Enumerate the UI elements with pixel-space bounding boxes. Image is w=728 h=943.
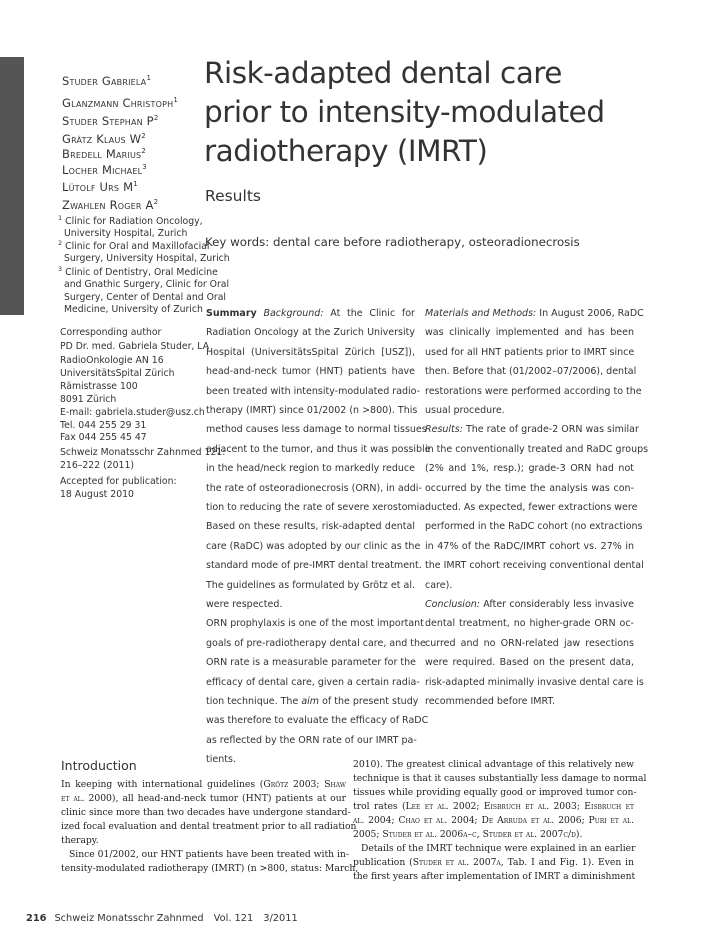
- journal-issue: 3/2011: [263, 913, 298, 924]
- contact-line: Tel. 044 255 29 31: [60, 420, 147, 431]
- author-name: Locher Michael$^3$: [62, 162, 147, 177]
- journal-name: Schweiz Monatsschr Zahnmed: [54, 913, 204, 924]
- body-line: et al. 2000), all head-and-neck tumor (HNT) patients at our: [61, 793, 347, 804]
- summary-line: was clinically implemented and has been: [425, 327, 634, 338]
- contact-email: E-mail: gabriela.studer@usz.ch: [60, 407, 205, 418]
- summary-line: restorations were performed according to the: [425, 386, 642, 397]
- summary-line: therapy (IMRT) since 01/2002 (n >800). This: [206, 405, 418, 416]
- summary-line: Results: The rate of grade-2 ORN was similar: [425, 424, 639, 435]
- summary-line: then. Before that (01/2002–07/2006), dental: [425, 366, 637, 377]
- author-name: Grätz Klaus $W^2$: [62, 131, 146, 146]
- body-line: therapy.: [61, 835, 99, 846]
- summary-line: Hospital (UniversitätsSpital Zürich [USZ]),: [206, 347, 415, 358]
- article-subtitle: Results: [205, 187, 261, 205]
- summary-line: ducted. As expected, fewer extractions were: [425, 502, 638, 513]
- summary-line: risk-adapted minimally invasive dental care is: [425, 677, 644, 688]
- summary-line: The guidelines as formulated by Grötz et al.: [206, 580, 415, 591]
- summary-line: curred and no ORN-related jaw resections: [425, 638, 634, 649]
- summary-line: Based on these results, risk-adapted dental: [206, 521, 415, 532]
- article-title: Risk-adapted dental care prior to intensity-modulated radiotherapy (IMRT): [204, 56, 605, 168]
- summary-line: (2% and 1%, resp.); grade-3 ORN had not: [425, 463, 634, 474]
- body-line: tensity-modulated radiotherapy (IMRT) (n >800, status: March,: [61, 863, 359, 874]
- affiliation: $^1$ Clinic for Radiation Oncology, University Hospital, Zurich: [58, 214, 203, 240]
- body-line: trol rates (Lee et al. 2002; Eisbruch et al. 2003; Eisbruch et: [353, 801, 634, 812]
- body-line: ized focal evaluation and dental treatment prior to all radiation: [61, 821, 357, 832]
- summary-line: standard mode of pre-IMRT dental treatment.: [206, 560, 422, 571]
- body-line: the first years after implementation of IMRT a diminishment: [353, 871, 636, 882]
- body-line: Since 01/2002, our HNT patients have been treated with in-: [69, 849, 349, 860]
- author-name: Glanzmann Christoph$^1$: [62, 95, 179, 110]
- author-name: Studer Gabriela$^1$: [62, 73, 152, 88]
- corresponding-heading: Corresponding author: [60, 327, 162, 338]
- summary-line: care).: [425, 580, 453, 591]
- summary-line: the rate of osteoradionecrosis (ORN), in addi-: [206, 483, 422, 494]
- contact-line: Fax 044 255 45 47: [60, 432, 147, 443]
- contact-line: RadioOnkologie AN 16: [60, 355, 164, 366]
- summary-line: head-and-neck tumor (HNT) patients have: [206, 366, 415, 377]
- body-line: clinic since more than two decades have undergone standard-: [61, 807, 351, 818]
- summary-line: in the head/neck region to markedly reduce: [206, 463, 415, 474]
- body-line: al. 2004; Chao et al. 2004; De Arruda et al. 2006; Puri et al.: [353, 815, 634, 826]
- summary-line: in 47% of the RaDC/IMRT cohort vs. 27% in: [425, 541, 634, 552]
- summary-line: ORN rate is a measurable parameter for the: [206, 657, 416, 668]
- author-name: Bredell Marius$^2$: [62, 146, 146, 161]
- summary-line: goals of pre-radiotherapy dental care, and the: [206, 638, 426, 649]
- summary-line: as reflected by the ORN rate of our IMRT pa-: [206, 735, 417, 746]
- keywords: Key words: dental care before radiotherapy, osteoradionecrosis: [205, 235, 580, 249]
- journal-volume: Vol. 121: [213, 913, 254, 924]
- summary-line: dental treatment, no higher-grade ORN oc-: [425, 618, 634, 629]
- contact-line: UniversitätsSpital Zürich: [60, 368, 175, 379]
- affiliation: $^2$ Clinic for Oral and Maxillofacial Surgery, University Hospital, Zurich: [58, 239, 230, 265]
- citation-line: 216–222 (2011): [60, 460, 135, 471]
- accepted-line: Accepted for publication:: [60, 476, 177, 487]
- contact-line: Rämistrasse 100: [60, 381, 138, 392]
- summary-line: used for all HNT patients prior to IMRT since: [425, 347, 635, 358]
- summary-line: been treated with intensity-modulated radio-: [206, 386, 421, 397]
- summary-line: adjacent to the tumor, and thus it was possible: [206, 444, 431, 455]
- page-number: 216: [26, 913, 47, 924]
- summary-line: Conclusion: After considerably less invasive: [425, 599, 634, 610]
- body-line: 2010). The greatest clinical advantage of this relatively new: [353, 759, 634, 770]
- accepted-line: 18 August 2010: [60, 489, 134, 500]
- body-line: 2005; Studer et al. 2006a–c, Studer et al. 2007c/d).: [353, 829, 583, 840]
- summary-line: were required. Based on the present data,: [425, 657, 634, 668]
- author-name: Zwahlen Roger $A^2$: [62, 197, 159, 212]
- summary-line: efficacy of dental care, given a certain radia-: [206, 677, 420, 688]
- page-edge-marker: [0, 57, 24, 315]
- summary-line: method causes less damage to normal tissues: [206, 424, 427, 435]
- citation-line: Schweiz Monatsschr Zahnmed 121:: [60, 447, 226, 458]
- summary-line: recommended before IMRT.: [425, 696, 556, 707]
- body-line: tissues while providing equally good or improved tumor con-: [353, 787, 637, 798]
- contact-line: 8091 Zürich: [60, 394, 117, 405]
- summary-line: Materials and Methods: In August 2006, RaDC: [425, 308, 644, 319]
- body-line: Details of the IMRT technique were explained in an earlier: [361, 843, 636, 854]
- summary-line: tients.: [206, 754, 236, 765]
- summary-line: Summary Background: At the Clinic for: [206, 308, 415, 319]
- introduction-heading: Introduction: [61, 758, 137, 773]
- contact-line: PD Dr. med. Gabriela Studer, LA: [60, 341, 210, 352]
- summary-line: Radiation Oncology at the Zurich University: [206, 327, 415, 338]
- summary-line: usual procedure.: [425, 405, 505, 416]
- author-name: Studer Stephan $P^2$: [62, 113, 159, 128]
- body-line: technique is that it causes substantially less damage to normal: [353, 773, 647, 784]
- affiliation: $^3$ Clinic of Dentistry, Oral Medicine and Gnathic Surgery, Clinic for Oral Surgery, Center of Dental and Oral Medicine, University of Zurich: [58, 265, 230, 315]
- summary-line: occurred by the time the analysis was con-: [425, 483, 634, 494]
- author-name: Lütolf Urs $M^1$: [62, 179, 138, 194]
- summary-line: tion to reducing the rate of severe xerostomia.: [206, 502, 429, 513]
- body-line: In keeping with international guidelines (Grötz 2003; Shaw: [61, 779, 346, 790]
- summary-line: in the conventionally treated and RaDC groups: [425, 444, 649, 455]
- summary-line: care (RaDC) was adopted by our clinic as the: [206, 541, 421, 552]
- summary-line: were respected.: [206, 599, 283, 610]
- summary-line: the IMRT cohort receiving conventional dental: [425, 560, 644, 571]
- page-footer: [26, 913, 298, 924]
- summary-line: ORN prophylaxis is one of the most important: [206, 618, 424, 629]
- body-line: publication (Studer et al. 2007a, Tab. I and Fig. 1). Even in: [353, 857, 635, 868]
- summary-line: tion technique. The aim of the present study: [206, 696, 419, 707]
- summary-line: was therefore to evaluate the efficacy of RaDC: [206, 715, 429, 726]
- summary-line: performed in the RaDC cohort (no extractions: [425, 521, 643, 532]
